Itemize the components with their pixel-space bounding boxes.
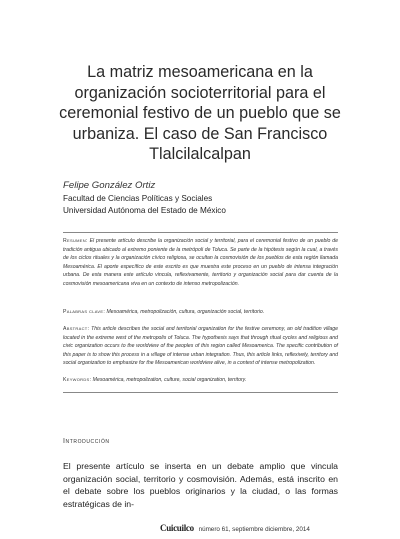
keywords-block — [63, 376, 338, 385]
resumen-label: Resumen: — [63, 238, 88, 244]
palabras-clave-text: Mesoamérica, metropolización, cultura, organización social, territorio. — [106, 309, 265, 315]
author-name: Felipe González Ortiz — [63, 180, 156, 191]
palabras-clave-label: Palabras clave: — [63, 309, 106, 315]
top-divider — [63, 232, 338, 233]
abstract-label: Abstract: — [63, 326, 90, 332]
palabras-clave-block — [63, 308, 338, 317]
page-footer — [160, 523, 310, 533]
issue-info: número 61, septiembre diciembre, 2014 — [198, 526, 310, 533]
keywords-label: Keywords: — [63, 377, 92, 383]
keywords-text: Mesoamérica, metropolization, culture, social organization, territory. — [92, 377, 247, 383]
affiliation-faculty: Facultad de Ciencias Políticas y Sociales — [63, 194, 213, 203]
section-heading: Introducción — [63, 438, 110, 445]
abstract-text: This article describes the social and territorial organization for the festive ceremony, an old tradition village located in the extreme west of the metropolis of Toluca. The hypothesis says that through ritual cycles and religious and civic organization occurs to the worldview of the peoples of this region called Mesoamerica. The specific contribution of this paper is to show this process in a village of intense urban integration. Thus, this article links, reflexively, territory and social organization to emphasize for the Mesoamerican worldview alive, in a context of intense metropolization. — [63, 326, 338, 367]
resumen-block — [63, 237, 338, 288]
body-paragraph: El presente artículo se inserta en un debate amplio que vincula organización social, territorio y cosmovisión. Además, está inscrito en el debate sobre los pueblos originarios y la ciudad, o las formas estratégicas de in- — [63, 461, 338, 509]
affiliation-university: Universidad Autónoma del Estado de México — [63, 206, 226, 216]
bottom-divider — [63, 392, 338, 393]
journal-logo: Cuicuilco — [160, 523, 194, 533]
author-affiliation — [63, 193, 226, 218]
resumen-text: El presente artículo describe la organización social y territorial, para el ceremonial festivo de un pueblo de tradición antigua ubicado al extremo poniente de la metrópoli de Toluca. Se parte de la hipótesis según la cual, a través de los ciclos rituales y la organización cívico religiosa, se ocultan la cosmovisión de los pueblos de esta región llamada Mesoamérica. El aporte específico de este escrito es que muestra este proceso en un pueblo de intensa integración urbana. De esta manera este artículo vincula, reflexivamente, territorio y organización social para dar cuenta de la cosmovisión mesoamericana viva en un contexto de intenso metropolización. — [63, 238, 338, 287]
article-title: La matriz mesoamericana en la organización socioterritorial para el ceremonial festivo de un pueblo que se urbaniza. El caso de San Francisco Tlalcilalcalpan — [59, 63, 341, 164]
abstract-block — [63, 325, 338, 368]
